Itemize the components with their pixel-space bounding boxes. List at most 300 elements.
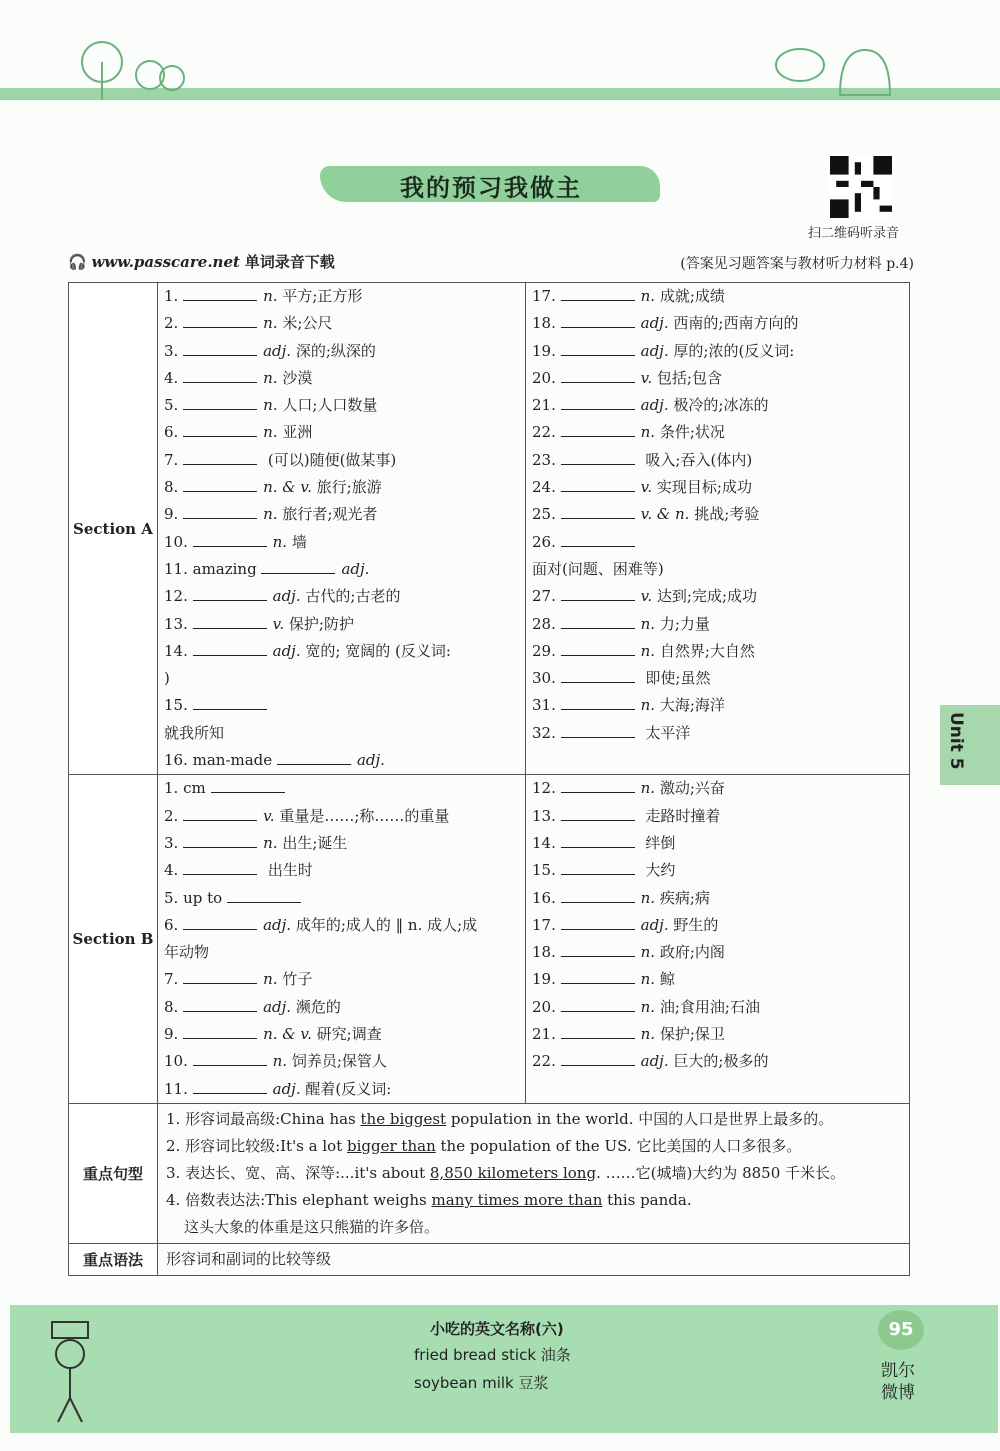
item-number: 7. xyxy=(164,970,179,989)
meaning: 政府;内阁 xyxy=(659,943,725,962)
answer-blank[interactable] xyxy=(183,420,257,437)
meaning: 濒危的 xyxy=(295,997,341,1016)
download-url[interactable]: www.passcare.net xyxy=(91,253,240,271)
answer-blank[interactable] xyxy=(193,1077,267,1094)
part-of-speech: n. xyxy=(640,641,656,660)
answer-blank[interactable] xyxy=(561,393,635,410)
part-of-speech: v. xyxy=(272,614,285,633)
answer-blank[interactable] xyxy=(183,858,257,875)
answer-blank[interactable] xyxy=(183,366,257,383)
answer-blank[interactable] xyxy=(211,776,285,793)
vocab-item xyxy=(532,692,903,719)
meaning: 走路时撞着 xyxy=(645,806,721,825)
answer-blank[interactable] xyxy=(183,1022,257,1039)
answer-blank[interactable] xyxy=(561,530,635,547)
item-number: 22. xyxy=(532,1052,556,1071)
vocab-item xyxy=(532,857,903,884)
item-number: 28. xyxy=(532,614,556,633)
vocab-item xyxy=(164,611,519,638)
meaning: 条件;状况 xyxy=(659,423,725,442)
vocab-item xyxy=(532,338,903,365)
answer-blank[interactable] xyxy=(183,475,257,492)
vocab-item xyxy=(164,583,519,610)
meaning: 旅行;旅游 xyxy=(316,478,382,497)
meaning: 鲸 xyxy=(659,970,675,989)
answer-blank[interactable] xyxy=(261,557,335,574)
vocab-item xyxy=(164,994,519,1021)
meaning: 绊倒 xyxy=(645,833,676,852)
vocab-item xyxy=(532,283,903,310)
section-a-label: Section A xyxy=(69,283,158,775)
meaning: 旅行者;观光者 xyxy=(282,505,378,524)
part-of-speech: n. & v. xyxy=(263,478,312,497)
part-of-speech: n. xyxy=(263,314,278,333)
brand-label: 凯尔微博 xyxy=(881,1361,915,1403)
vocab-item xyxy=(532,1076,903,1103)
item-number: 25. xyxy=(532,505,556,524)
vocab-item xyxy=(164,392,519,419)
vocab-item xyxy=(532,720,903,747)
vocab-item xyxy=(532,611,903,638)
answer-blank[interactable] xyxy=(183,804,257,821)
item-number: 14. xyxy=(164,641,188,660)
item-number: 18. xyxy=(532,943,556,962)
part-of-speech: n. xyxy=(640,970,656,989)
vocab-item xyxy=(532,501,903,528)
vocab-item xyxy=(164,692,519,719)
part-of-speech: adj. xyxy=(640,314,669,333)
meaning: 达到;完成;成功 xyxy=(656,587,757,606)
part-of-speech: v. xyxy=(640,478,653,497)
cat-decoration-icon xyxy=(770,40,900,100)
part-of-speech: n. xyxy=(640,888,656,907)
item-number: 17. xyxy=(532,287,556,305)
part-of-speech: v. xyxy=(640,587,653,606)
answer-blank[interactable] xyxy=(193,612,267,629)
item-number: 4. xyxy=(164,368,179,387)
answer-blank[interactable] xyxy=(561,475,635,492)
answer-blank[interactable] xyxy=(561,612,635,629)
meaning: 成就;成绩 xyxy=(659,287,725,305)
item-number: 11. amazing xyxy=(164,559,257,578)
meaning: 巨大的;极多的 xyxy=(673,1052,769,1071)
part-of-speech: n. xyxy=(640,1025,656,1044)
vocab-table xyxy=(68,282,910,1276)
meaning: 出生;诞生 xyxy=(282,833,348,852)
answer-blank[interactable] xyxy=(561,721,635,738)
key-grammar-label: 重点语法 xyxy=(69,1243,158,1275)
meaning: 年动物 xyxy=(164,943,210,962)
answer-blank[interactable] xyxy=(561,804,635,821)
part-of-speech: n. xyxy=(272,1052,288,1071)
section-b-left xyxy=(158,775,526,1104)
vocab-item xyxy=(164,474,519,501)
item-number: 30. xyxy=(532,669,556,688)
vocab-item xyxy=(532,419,903,446)
page-number: 95 xyxy=(878,1310,924,1350)
key-sentence-4: 4. 倍数表达法:This elephant weighs many times more than this panda. xyxy=(166,1190,692,1209)
item-number: 20. xyxy=(532,997,556,1016)
meaning: 力;力量 xyxy=(659,614,710,633)
vocab-item xyxy=(532,747,903,774)
meaning: 重量是……;称……的重量 xyxy=(279,806,450,825)
answer-blank[interactable] xyxy=(561,967,635,984)
part-of-speech: v. xyxy=(263,806,275,825)
answer-blank[interactable] xyxy=(193,584,267,601)
answer-blank[interactable] xyxy=(183,831,257,848)
part-of-speech: n. xyxy=(640,423,656,442)
part-of-speech: adj. xyxy=(263,341,292,360)
vocab-item xyxy=(532,830,903,857)
meaning: 极冷的;冰冻的 xyxy=(673,396,769,415)
answer-note: (答案见习题答案与教材听力材料 p.4) xyxy=(680,256,914,272)
vocab-item xyxy=(532,994,903,1021)
part-of-speech: adj. xyxy=(640,341,669,360)
footer-line-1: fried bread stick 油条 xyxy=(414,1346,571,1364)
item-number: 8. xyxy=(164,478,179,497)
meaning: 油;食用油;石油 xyxy=(659,997,760,1016)
section-a-row xyxy=(69,283,910,775)
vocab-item xyxy=(532,885,903,912)
answer-blank[interactable] xyxy=(193,693,267,710)
vocab-item xyxy=(532,966,903,993)
answer-blank[interactable] xyxy=(277,748,351,765)
item-number: 6. xyxy=(164,915,179,934)
meaning: 平方;正方形 xyxy=(282,287,363,305)
item-number: 3. xyxy=(164,341,179,360)
section-a-right xyxy=(526,283,910,775)
part-of-speech: n. xyxy=(263,423,278,442)
answer-blank[interactable] xyxy=(183,311,257,328)
meaning: 成年的;成人的 ‖ n. 成人;成 xyxy=(295,915,478,934)
key-sentence-4-translation: 这头大象的体重是这只熊猫的许多倍。 xyxy=(184,1217,440,1236)
answer-blank[interactable] xyxy=(561,502,635,519)
vocab-item xyxy=(164,857,519,884)
vocab-item xyxy=(532,392,903,419)
item-number: 13. xyxy=(164,614,188,633)
part-of-speech: n. xyxy=(640,696,656,715)
vocab-item xyxy=(164,912,519,939)
vocab-item xyxy=(164,419,519,446)
part-of-speech: adj. xyxy=(272,1079,301,1098)
item-number: 2. xyxy=(164,806,179,825)
vocab-item xyxy=(164,775,519,802)
meaning: 亚洲 xyxy=(282,423,313,442)
item-number: 7. xyxy=(164,450,179,469)
student-cartoon-icon xyxy=(40,1318,140,1428)
item-number: 31. xyxy=(532,696,556,715)
meaning: 太平洋 xyxy=(645,723,691,742)
meaning: 醒着(反义词: xyxy=(305,1079,392,1098)
vocab-item xyxy=(532,556,903,583)
item-number: 4. xyxy=(164,861,179,880)
meaning: 人口;人口数量 xyxy=(282,396,378,415)
meaning: 疾病;病 xyxy=(659,888,710,907)
page-title: 我的预习我做主 xyxy=(400,174,582,202)
item-number: 19. xyxy=(532,970,556,989)
part-of-speech: n. xyxy=(263,368,278,387)
meaning: 自然界;大自然 xyxy=(659,641,755,660)
answer-blank[interactable] xyxy=(561,639,635,656)
item-number: 6. xyxy=(164,423,179,442)
qr-code-icon[interactable] xyxy=(830,156,892,218)
meaning: 竹子 xyxy=(282,970,313,989)
download-line xyxy=(68,251,335,272)
vocab-item xyxy=(164,283,519,310)
part-of-speech: n. xyxy=(263,396,278,415)
item-number: 11. xyxy=(164,1079,188,1098)
meaning: 大约 xyxy=(645,861,676,880)
answer-blank[interactable] xyxy=(561,776,635,793)
vocab-item xyxy=(164,939,519,966)
vocab-item xyxy=(164,803,519,830)
meaning: 沙漠 xyxy=(282,368,313,387)
item-number: 17. xyxy=(532,915,556,934)
meaning: 保护;防护 xyxy=(288,614,354,633)
part-of-speech: n. xyxy=(640,287,656,305)
meaning: 面对(问题、困难等) xyxy=(532,559,664,578)
part-of-speech: adj. xyxy=(272,641,301,660)
vocab-item xyxy=(164,830,519,857)
vocab-item xyxy=(164,747,519,774)
item-number: 21. xyxy=(532,1025,556,1044)
footer-line-2: soybean milk 豆浆 xyxy=(414,1374,549,1392)
item-number: 8. xyxy=(164,997,179,1016)
vocab-item xyxy=(164,665,519,692)
meaning: 米;公尺 xyxy=(282,314,333,333)
answer-blank[interactable] xyxy=(561,666,635,683)
meaning: 即使;虽然 xyxy=(645,669,711,688)
answer-blank[interactable] xyxy=(561,995,635,1012)
item-number: 22. xyxy=(532,423,556,442)
part-of-speech: n. xyxy=(272,532,288,551)
part-of-speech: n. xyxy=(640,779,656,798)
part-of-speech: adj. xyxy=(356,751,385,770)
part-of-speech: n. xyxy=(263,833,278,852)
answer-blank[interactable] xyxy=(561,831,635,848)
item-number: 13. xyxy=(532,806,556,825)
vocab-item xyxy=(532,638,903,665)
key-grammar-text: 形容词和副词的比较等级 xyxy=(158,1243,910,1275)
meaning: 激动;兴奋 xyxy=(659,779,725,798)
unit-tab-label: Unit 5 xyxy=(946,712,966,770)
vocab-item xyxy=(532,1021,903,1048)
key-sentence-3: 3. 表达长、宽、高、深等:...it's about 8,850 kilometers long. ……它(城墙)大约为 8850 千米长。 xyxy=(166,1163,846,1182)
part-of-speech: adj. xyxy=(640,915,669,934)
meaning: 野生的 xyxy=(673,915,719,934)
answer-blank[interactable] xyxy=(183,284,257,301)
item-number: 26. xyxy=(532,532,556,551)
key-sentence-1: 1. 形容词最高级:China has the biggest population in the world. 中国的人口是世界上最多的。 xyxy=(166,1109,834,1128)
meaning: 就我所知 xyxy=(164,723,225,742)
item-number: 14. xyxy=(532,833,556,852)
section-a-left xyxy=(158,283,526,775)
answer-blank[interactable] xyxy=(183,339,257,356)
part-of-speech: n. xyxy=(640,943,656,962)
vocab-item xyxy=(532,912,903,939)
vocab-item xyxy=(532,310,903,337)
vocab-item xyxy=(532,939,903,966)
answer-blank[interactable] xyxy=(561,886,635,903)
meaning: 古代的;古老的 xyxy=(305,587,401,606)
item-number: 16. man-made xyxy=(164,751,273,770)
vocab-item xyxy=(164,556,519,583)
part-of-speech: adj. xyxy=(263,997,292,1016)
meaning: 研究;调查 xyxy=(316,1025,382,1044)
vocab-item xyxy=(532,803,903,830)
part-of-speech: adj. xyxy=(263,915,292,934)
answer-blank[interactable] xyxy=(183,913,257,930)
item-number: 10. xyxy=(164,1052,188,1071)
meaning: 宽的; 宽阔的 (反义词: xyxy=(305,641,451,660)
vocab-item xyxy=(532,665,903,692)
headphone-icon: 🎧 xyxy=(68,253,87,271)
answer-blank[interactable] xyxy=(561,913,635,930)
tree-decoration-icon xyxy=(80,40,190,100)
meaning: 厚的;浓的(反义词: xyxy=(673,341,795,360)
vocab-item xyxy=(164,885,519,912)
item-number: 12. xyxy=(532,779,556,798)
section-b-label: Section B xyxy=(69,775,158,1104)
answer-blank[interactable] xyxy=(561,420,635,437)
part-of-speech: n. xyxy=(640,997,656,1016)
item-number: 19. xyxy=(532,341,556,360)
part-of-speech: adj. xyxy=(640,396,669,415)
vocab-item xyxy=(164,720,519,747)
part-of-speech: n. & v. xyxy=(263,1025,312,1044)
answer-blank[interactable] xyxy=(561,311,635,328)
item-number: 18. xyxy=(532,314,556,333)
answer-blank[interactable] xyxy=(183,393,257,410)
part-of-speech: adj. xyxy=(341,559,370,578)
answer-blank[interactable] xyxy=(561,339,635,356)
part-of-speech: n. xyxy=(640,614,656,633)
section-b-right xyxy=(526,775,910,1104)
vocab-item xyxy=(532,529,903,556)
vocab-item xyxy=(532,474,903,501)
item-number: 9. xyxy=(164,505,179,524)
vocab-item xyxy=(532,583,903,610)
vocab-item xyxy=(532,1048,903,1075)
meaning: 大海;海洋 xyxy=(659,696,725,715)
item-number: 23. xyxy=(532,450,556,469)
key-sentences-content xyxy=(158,1103,910,1243)
item-number: 29. xyxy=(532,641,556,660)
qr-caption: 扫二维码听录音 xyxy=(808,226,900,241)
part-of-speech: adj. xyxy=(272,587,301,606)
section-b-row xyxy=(69,775,910,1104)
answer-blank[interactable] xyxy=(183,502,257,519)
answer-blank[interactable] xyxy=(193,639,267,656)
meaning: 深的;纵深的 xyxy=(295,341,376,360)
meaning: ) xyxy=(164,669,170,688)
key-sentence-2: 2. 形容词比较级:It's a lot bigger than the population of the US. 它比美国的人口多很多。 xyxy=(166,1136,802,1155)
part-of-speech: n. xyxy=(263,970,278,989)
answer-blank[interactable] xyxy=(561,448,635,465)
vocab-item xyxy=(164,447,519,474)
item-number: 12. xyxy=(164,587,188,606)
answer-blank[interactable] xyxy=(561,1049,635,1066)
answer-blank[interactable] xyxy=(561,366,635,383)
vocab-item xyxy=(164,338,519,365)
answer-blank[interactable] xyxy=(193,530,267,547)
part-of-speech: n. xyxy=(263,287,278,305)
key-sentences-label: 重点句型 xyxy=(69,1103,158,1243)
vocab-item xyxy=(164,1076,519,1103)
item-number: 1. xyxy=(164,287,179,305)
vocab-item xyxy=(532,365,903,392)
item-number: 24. xyxy=(532,478,556,497)
vocab-item xyxy=(164,638,519,665)
vocab-item xyxy=(164,310,519,337)
key-grammar-row xyxy=(69,1243,910,1275)
vocab-item xyxy=(164,966,519,993)
item-number: 21. xyxy=(532,396,556,415)
answer-blank[interactable] xyxy=(183,995,257,1012)
page-title-banner xyxy=(320,160,660,210)
download-label: 单词录音下载 xyxy=(244,253,335,271)
meaning: 实现目标;成功 xyxy=(656,478,752,497)
part-of-speech: n. xyxy=(263,505,278,524)
part-of-speech: adj. xyxy=(640,1052,669,1071)
meaning: 挑战;考验 xyxy=(694,505,760,524)
item-number: 15. xyxy=(532,861,556,880)
meaning: 保护;保卫 xyxy=(659,1025,725,1044)
vocab-item xyxy=(532,775,903,802)
item-number: 15. xyxy=(164,696,188,715)
answer-blank[interactable] xyxy=(561,1022,635,1039)
meaning: 饲养员;保管人 xyxy=(291,1052,387,1071)
vocab-item xyxy=(164,1021,519,1048)
answer-blank[interactable] xyxy=(183,448,257,465)
item-number: 1. cm xyxy=(164,779,206,798)
item-number: 2. xyxy=(164,314,179,333)
item-number: 27. xyxy=(532,587,556,606)
part-of-speech: v. & n. xyxy=(640,505,690,524)
meaning: 出生时 xyxy=(267,861,313,880)
item-number: 3. xyxy=(164,833,179,852)
item-number: 16. xyxy=(532,888,556,907)
meaning: 西南的;西南方向的 xyxy=(673,314,799,333)
part-of-speech: v. xyxy=(640,368,653,387)
answer-blank[interactable] xyxy=(193,1049,267,1066)
item-number: 5. up to xyxy=(164,888,223,907)
vocab-item xyxy=(164,1048,519,1075)
answer-blank[interactable] xyxy=(561,858,635,875)
answer-blank[interactable] xyxy=(227,886,301,903)
answer-blank[interactable] xyxy=(561,693,635,710)
item-number: 10. xyxy=(164,532,188,551)
answer-blank[interactable] xyxy=(183,967,257,984)
answer-blank[interactable] xyxy=(561,584,635,601)
vocab-item xyxy=(532,447,903,474)
meaning: 包括;包含 xyxy=(656,368,722,387)
item-number: 32. xyxy=(532,723,556,742)
answer-blank[interactable] xyxy=(561,284,635,301)
meaning: (可以)随便(做某事) xyxy=(267,450,397,469)
key-sentences-row xyxy=(69,1103,910,1243)
vocab-item xyxy=(164,365,519,392)
vocab-item xyxy=(164,501,519,528)
item-number: 5. xyxy=(164,396,179,415)
meaning: 吸入;吞入(体内) xyxy=(645,450,753,469)
item-number: 9. xyxy=(164,1025,179,1044)
answer-blank[interactable] xyxy=(561,940,635,957)
meaning: 墙 xyxy=(291,532,307,551)
footer-title: 小吃的英文名称(六) xyxy=(430,1320,564,1338)
vocab-item xyxy=(164,529,519,556)
item-number: 20. xyxy=(532,368,556,387)
